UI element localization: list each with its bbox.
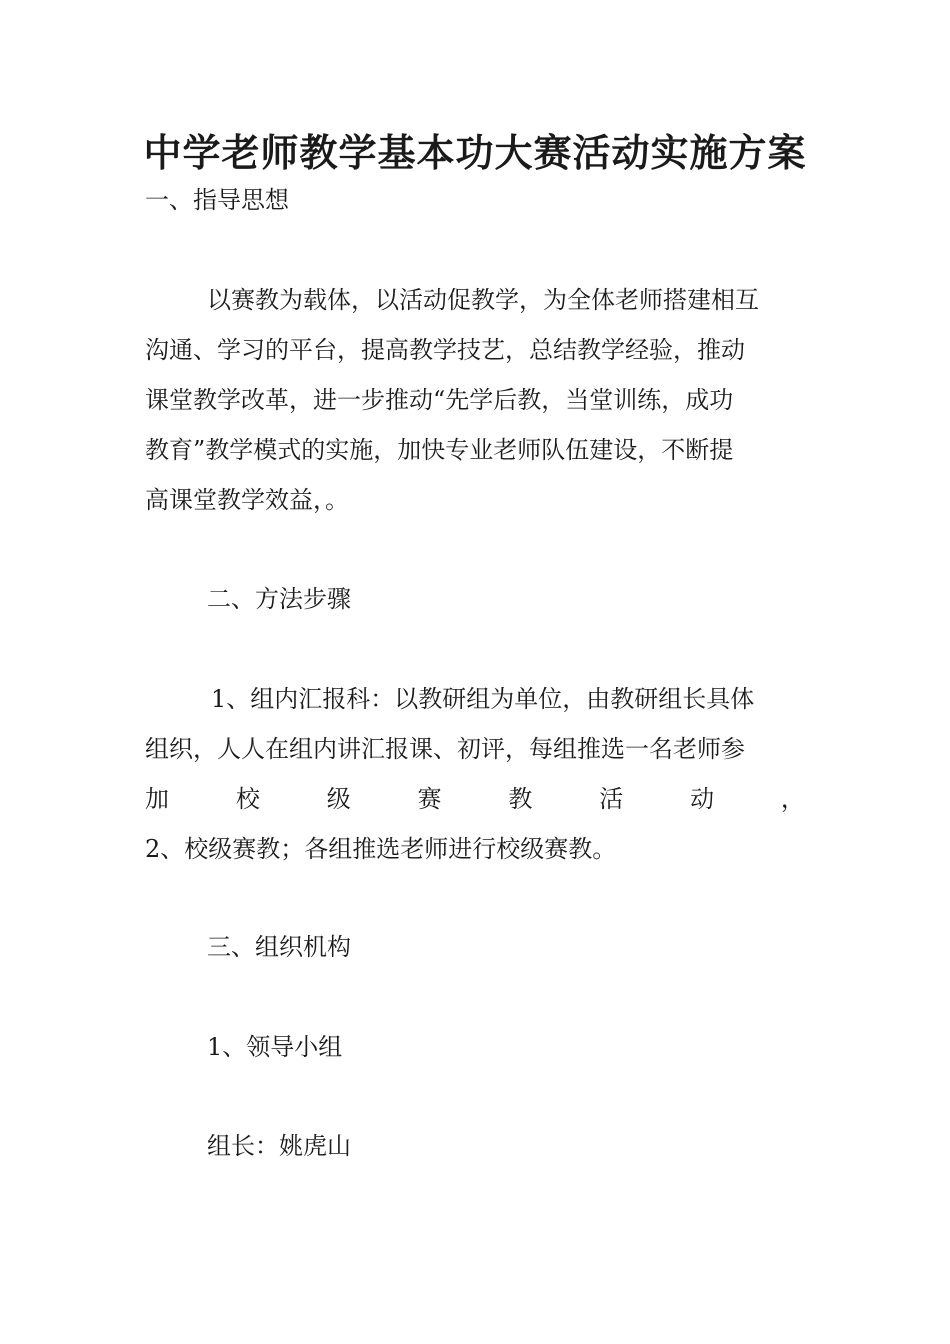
- paragraph-line: 以赛教为载体，以活动促教学，为全体老师搭建相互: [207, 286, 759, 314]
- spread-char: ，: [780, 785, 805, 813]
- paragraph-line: 教育”教学模式的实施，加快专业老师队伍建设，不断提: [145, 436, 734, 464]
- spread-justified-line: [145, 782, 805, 816]
- subsection-heading-leadership: 1、领导小组: [207, 1033, 343, 1061]
- section-heading-organization: 三、组织机构: [207, 933, 351, 961]
- section-heading-methods: 二、方法步骤: [207, 585, 351, 613]
- section-heading-guiding-ideology: 一、指导思想: [145, 186, 289, 214]
- paragraph-line: 高课堂教学效益，。: [145, 486, 349, 514]
- leader-line: 组长：姚虎山: [207, 1132, 351, 1160]
- paragraph-line: 组织，人人在组内讲汇报课、初评，每组推选一名老师参: [145, 735, 745, 763]
- spread-char: 校: [235, 785, 260, 813]
- paragraph-line: 沟通、学习的平台，提高教学技艺，总结教学经验，推动: [145, 336, 745, 364]
- spread-char: 赛: [417, 785, 442, 813]
- paragraph-line: 1、组内汇报科：以教研组为单位，由教研组长具体: [211, 685, 755, 713]
- spread-char: 加: [145, 785, 169, 813]
- spread-char: 级: [326, 785, 351, 813]
- spread-char: 教: [508, 785, 533, 813]
- spread-char: 活: [599, 785, 624, 813]
- paragraph-line: 2、校级赛教；各组推选老师进行校级赛教。: [145, 835, 617, 863]
- document-title: 中学老师教学基本功大赛活动实施方案: [143, 131, 807, 175]
- spread-char: 动: [690, 785, 715, 813]
- paragraph-line: 课堂教学改革，进一步推动“先学后教，当堂训练，成功: [145, 386, 734, 414]
